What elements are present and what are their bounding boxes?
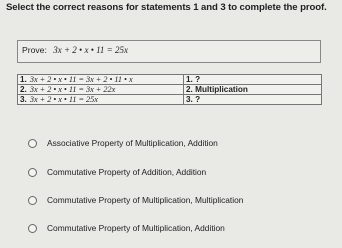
reason-cell — [184, 75, 322, 85]
statement-text: 3x + 2 • x • 11 = 3x + 2 • 11 • x — [29, 75, 133, 84]
proof-row — [18, 85, 322, 95]
proof-row — [18, 75, 322, 85]
reason-text: ? — [195, 95, 201, 104]
answer-option-label: Commutative Property of Multiplication, Addition — [47, 223, 225, 233]
reason-number: 1. — [186, 75, 193, 84]
answer-option-label: Commutative Property of Addition, Addition — [47, 167, 207, 177]
reason-cell — [184, 85, 322, 95]
answer-option[interactable] — [28, 167, 206, 177]
answer-option[interactable] — [28, 138, 218, 148]
prove-expression: 3x + 2 • x • 11 = 25x — [53, 45, 128, 55]
prove-label: Prove: — [22, 45, 47, 55]
answer-option-label: Associative Property of Multiplication, Addition — [47, 138, 218, 148]
radio-button[interactable] — [28, 196, 37, 205]
answer-option-label: Commutative Property of Multiplication, Multiplication — [47, 195, 244, 205]
question-instruction: Select the correct reasons for statements 1 and 3 to complete the proof. — [6, 2, 327, 13]
statement-number: 1. — [20, 75, 27, 84]
statement-number: 2. — [20, 85, 27, 94]
reason-number: 3. — [186, 95, 193, 104]
radio-button[interactable] — [28, 224, 37, 233]
proof-table — [17, 74, 322, 105]
statement-cell — [18, 85, 184, 95]
answer-option[interactable] — [28, 195, 243, 205]
reason-text: Multiplication — [195, 85, 248, 94]
radio-button[interactable] — [28, 168, 37, 177]
statement-number: 3. — [20, 95, 27, 104]
prove-box — [17, 40, 321, 63]
reason-cell — [184, 95, 322, 105]
answer-option[interactable] — [28, 223, 225, 233]
statement-cell — [18, 75, 184, 85]
statement-cell — [18, 95, 184, 105]
statement-text: 3x + 2 • x • 11 = 25x — [29, 95, 98, 104]
reason-number: 2. — [186, 85, 193, 94]
radio-button[interactable] — [28, 139, 37, 148]
reason-text: ? — [195, 75, 201, 84]
statement-text: 3x + 2 • x • 11 = 3x + 22x — [29, 85, 116, 94]
proof-row — [18, 95, 322, 105]
